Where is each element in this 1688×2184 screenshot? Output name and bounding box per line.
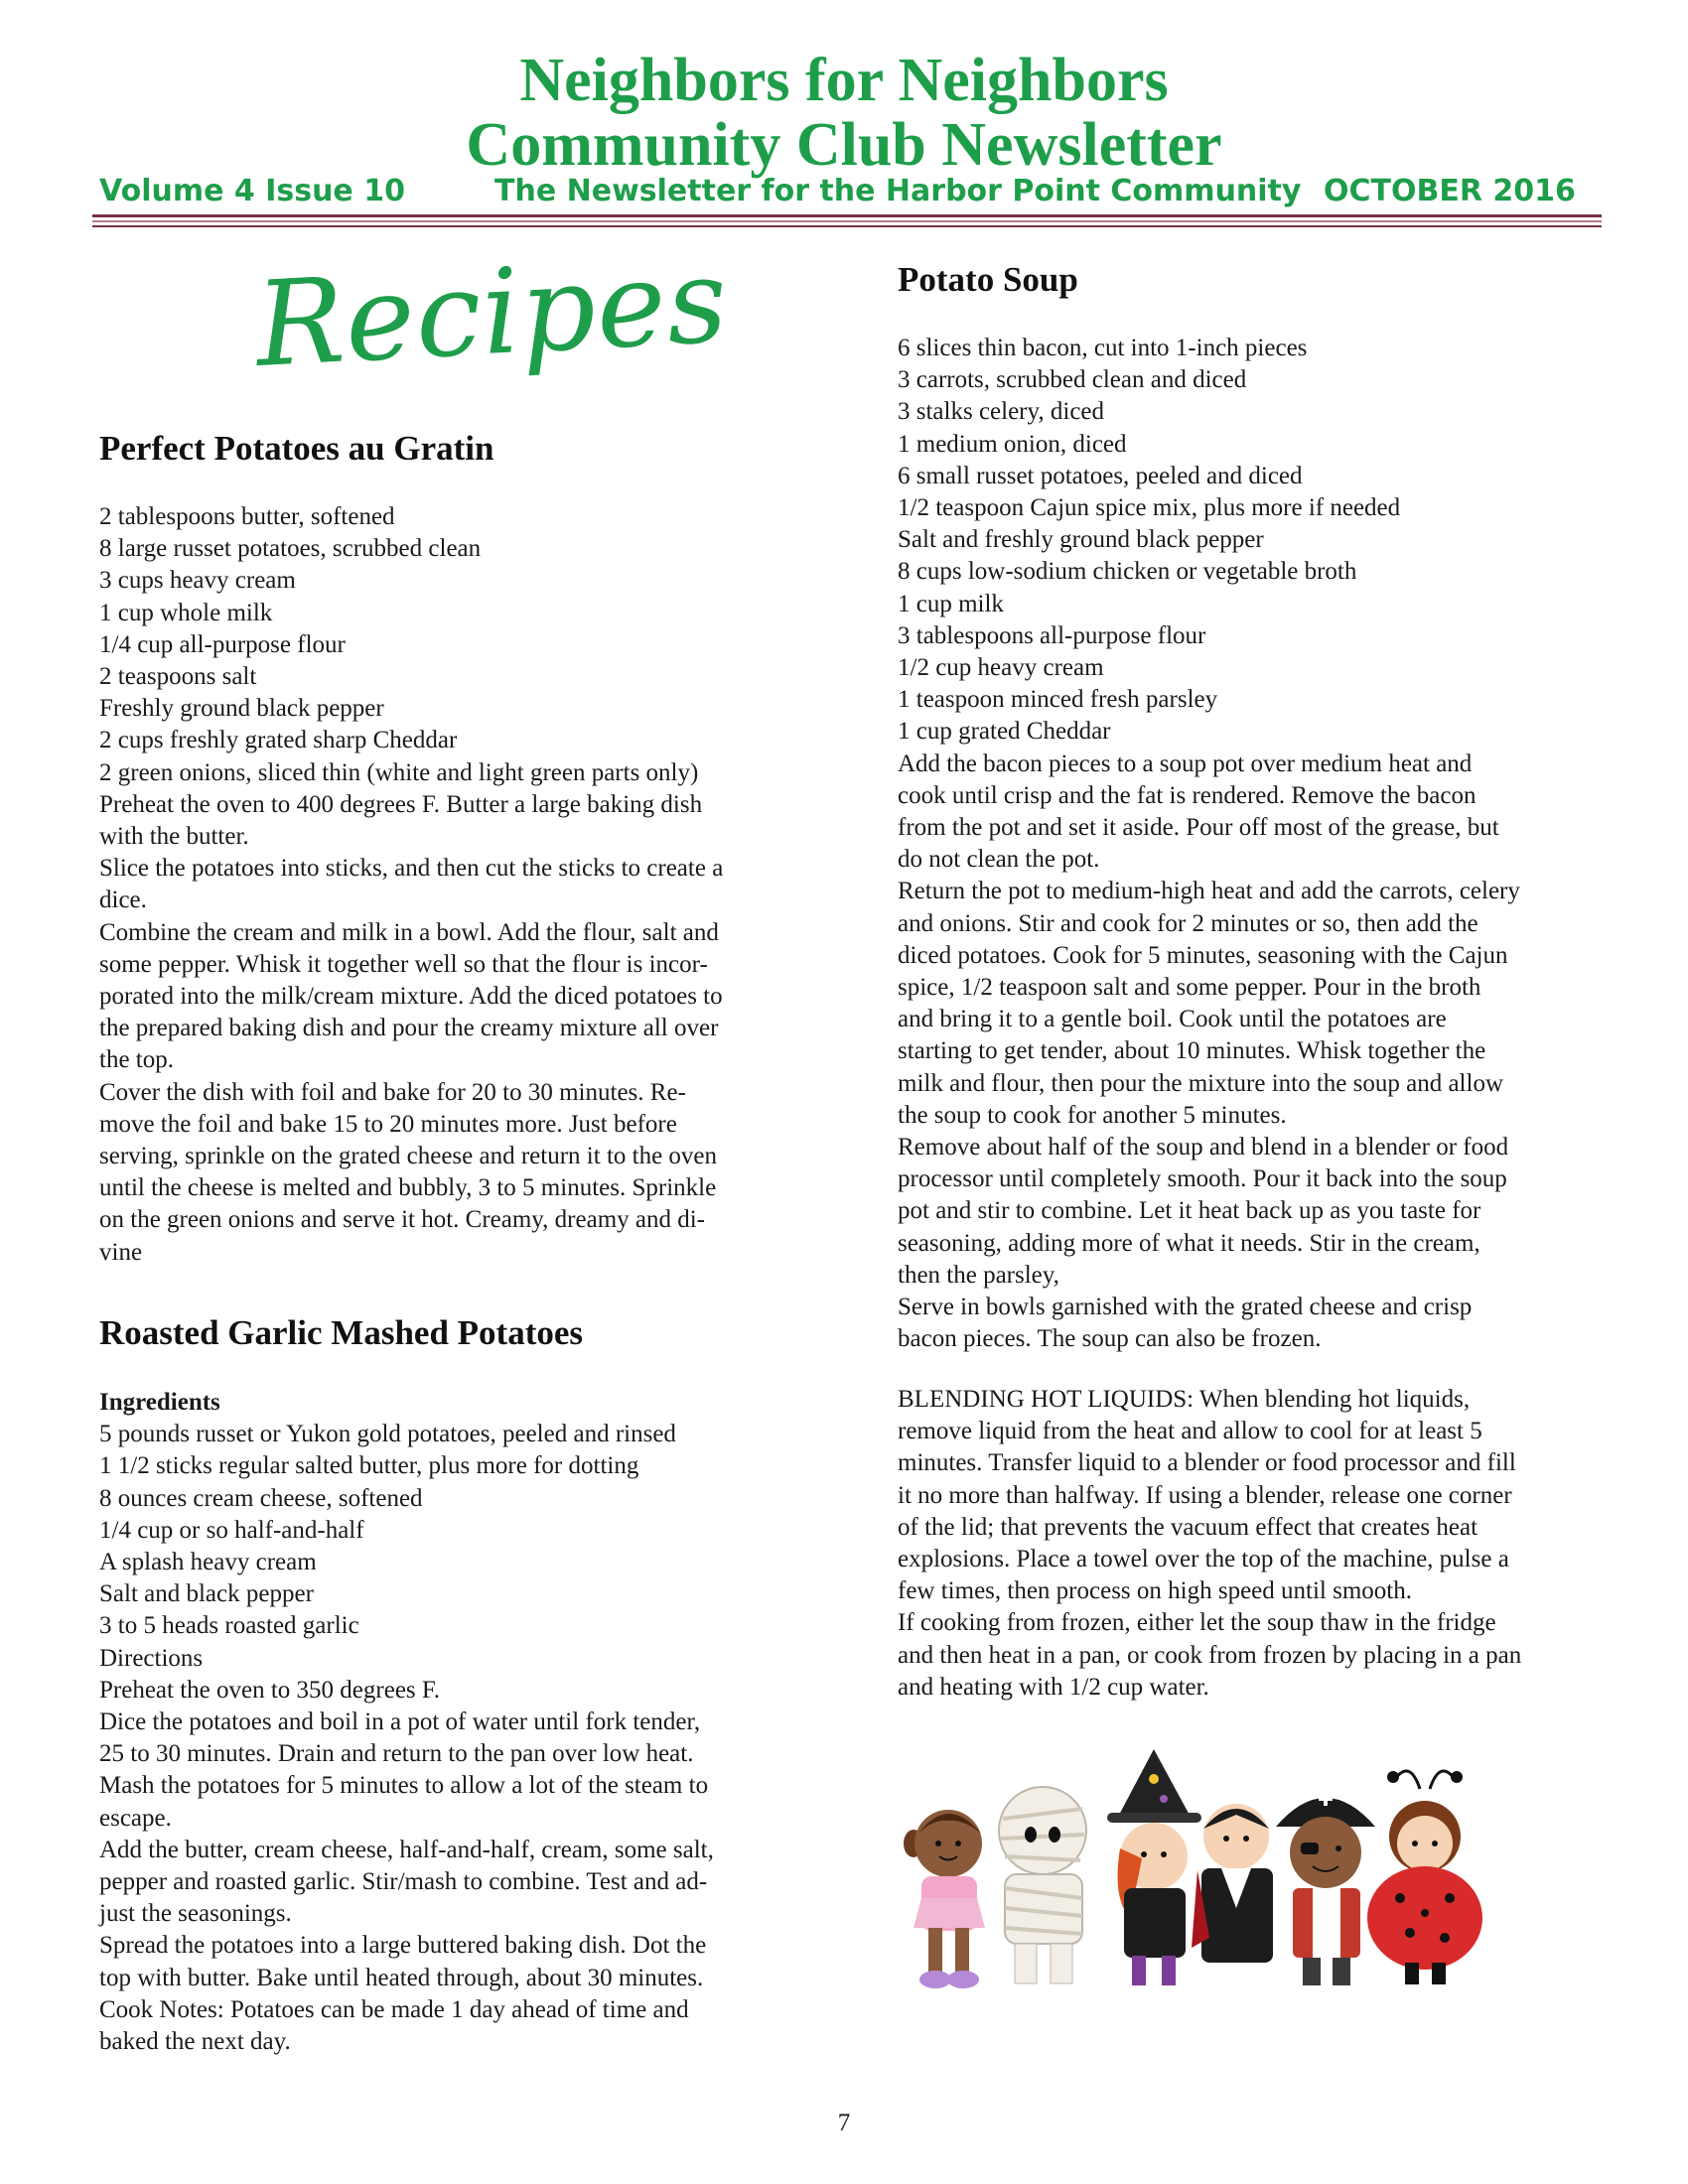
recipe-body-mashed-potatoes [99, 1387, 799, 2058]
text-line: minutes. Transfer liquid to a blender or food processor and fill [898, 1449, 1516, 1477]
text-line: A splash heavy cream [99, 1549, 317, 1576]
text-line: pot and stir to combine. Let it heat back up as you taste for [898, 1197, 1481, 1225]
blending-note [898, 1384, 1603, 1704]
text-line: Serve in bowls garnished with the grated cheese and crisp [898, 1294, 1473, 1321]
text-line: vine [99, 1238, 143, 1266]
text-line: Preheat the oven to 400 degrees F. Butter a large baking dish [99, 790, 703, 818]
text-line: 1 teaspoon minced fresh parsley [898, 686, 1218, 714]
text-line: 3 cups heavy cream [99, 567, 296, 595]
text-line: 1 cup grated Cheddar [898, 718, 1111, 746]
text-line: spice, 1/2 teaspoon salt and some pepper. Pour in the broth [898, 974, 1481, 1002]
text-line: from the pot and set it aside. Pour off most of the grease, but [898, 814, 1499, 842]
text-line: 8 ounces cream cheese, softened [99, 1484, 423, 1512]
text-line: 1 1/2 sticks regular salted butter, plus more for dotting [99, 1452, 639, 1480]
text-line: starting to get tender, about 10 minutes. Whisk together the [898, 1037, 1486, 1065]
text-line: then the parsley, [898, 1261, 1059, 1289]
text-line: diced potatoes. Cook for 5 minutes, seasoning with the Cajun [898, 941, 1508, 969]
halloween-kids-illustration [894, 1749, 1609, 1997]
newsletter-title-line2: Community Club Newsletter [466, 111, 1222, 179]
pirate-kid-figure [1276, 1792, 1375, 1985]
text-line: Combine the cream and milk in a bowl. Add the flour, salt and [99, 918, 719, 946]
text-line: bacon pieces. The soup can also be frozen. [898, 1325, 1322, 1353]
text-line: some pepper. Whisk it together well so that the flour is incor- [99, 950, 708, 978]
text-line: move the foil and bake 15 to 20 minutes more. Just before [99, 1110, 677, 1138]
text-line: 1 cup milk [898, 590, 1004, 617]
text-line: 3 stalks celery, diced [898, 398, 1105, 426]
text-line: the top. [99, 1046, 174, 1074]
text-line: Preheat the oven to 350 degrees F. [99, 1676, 441, 1704]
text-line: Cook Notes: Potatoes can be made 1 day ahead of time and [99, 1995, 689, 2023]
text-line: 2 green onions, sliced thin (white and light green parts only) [99, 758, 699, 786]
text-line: Add the butter, cream cheese, half-and-half, cream, some salt, [99, 1836, 714, 1863]
recipe-title-au-gratin: Perfect Potatoes au Gratin [99, 429, 494, 468]
text-line: 8 large russet potatoes, scrubbed clean [99, 535, 482, 563]
text-line: 3 to 5 heads roasted garlic [99, 1612, 359, 1640]
masthead-rule-bottom [92, 225, 1602, 227]
text-line: If cooking from frozen, either let the soup thaw in the fridge [898, 1609, 1496, 1637]
text-line: 6 small russet potatoes, peeled and diced [898, 462, 1303, 489]
text-line: milk and flour, then pour the mixture into the soup and allow [898, 1069, 1503, 1097]
text-line: 1 cup whole milk [99, 599, 273, 626]
text-line: Mash the potatoes for 5 minutes to allow a lot of the steam to [99, 1772, 709, 1800]
masthead-rule-middle [92, 220, 1602, 222]
ingredients-heading: Ingredients [99, 1389, 220, 1416]
text-line: top with butter. Bake until heated through, about 30 minutes. [99, 1964, 704, 1991]
text-line: it no more than halfway. If using a blender, release one corner [898, 1481, 1512, 1509]
text-line: Directions [99, 1644, 204, 1672]
text-line: and bring it to a gentle boil. Cook until the potatoes are [898, 1006, 1447, 1033]
text-line: just the seasonings. [99, 1900, 292, 1928]
text-line: baked the next day. [99, 2028, 291, 2056]
text-line: few times, then process on high speed until smooth. [898, 1577, 1412, 1605]
section-title: Recipes [252, 231, 732, 393]
text-line: Salt and black pepper [99, 1580, 314, 1608]
newsletter-title-line1: Neighbors for Neighbors [519, 47, 1169, 114]
text-line: porated into the milk/cream mixture. Add the diced potatoes to [99, 983, 723, 1011]
text-line: Remove about half of the soup and blend in a blender or food [898, 1134, 1509, 1161]
text-line: Return the pot to medium-high heat and add the carrots, celery [898, 878, 1520, 905]
text-line: cook until crisp and the fat is rendered. Remove the bacon [898, 781, 1477, 809]
text-line: Add the bacon pieces to a soup pot over medium heat and [898, 750, 1473, 777]
recipe-title-mashed-potatoes: Roasted Garlic Mashed Potatoes [99, 1313, 584, 1352]
text-line: and onions. Stir and cook for 2 minutes or so, then add the [898, 909, 1478, 937]
text-line: of the lid; that prevents the vacuum effect that creates heat [898, 1513, 1478, 1541]
issue-date: OCTOBER 2016 [1324, 174, 1576, 208]
ladybug-kid-figure [1367, 1771, 1482, 1984]
text-line: pepper and roasted garlic. Stir/mash to combine. Test and ad- [99, 1868, 708, 1896]
text-line: 25 to 30 minutes. Drain and return to the pan over low heat. [99, 1740, 694, 1768]
text-line: 6 slices thin bacon, cut into 1-inch pieces [898, 335, 1308, 361]
recipe-title-potato-soup: Potato Soup [898, 260, 1078, 299]
text-line: until the cheese is melted and bubbly, 3 to 5 minutes. Sprinkle [99, 1174, 717, 1202]
text-line: BLENDING HOT LIQUIDS: When blending hot liquids, [898, 1386, 1471, 1413]
volume-issue: Volume 4 Issue 10 [99, 174, 405, 208]
text-line: dice. [99, 887, 147, 914]
text-line: Spread the potatoes into a large buttered baking dish. Dot the [99, 1932, 707, 1960]
tagline: The Newsletter for the Harbor Point Community [494, 174, 1302, 208]
text-line: and then heat in a pan, or cook from frozen by placing in a pan [898, 1641, 1522, 1669]
text-line: processor until completely smooth. Pour it back into the soup [898, 1165, 1507, 1193]
text-line: remove liquid from the heat and allow to cool for at least 5 [898, 1418, 1482, 1445]
masthead-rule-top [92, 214, 1602, 217]
text-line: Freshly ground black pepper [99, 695, 384, 723]
text-line: 1/4 cup or so half-and-half [99, 1516, 364, 1544]
text-line: on the green onions and serve it hot. Creamy, dreamy and di- [99, 1206, 706, 1234]
text-line: 2 teaspoons salt [99, 663, 257, 691]
recipe-body-potato-soup [898, 333, 1603, 1356]
text-line: do not clean the pot. [898, 846, 1100, 874]
text-line: explosions. Place a towel over the top of the machine, pulse a [898, 1546, 1509, 1573]
mummy-kid-figure [999, 1787, 1086, 1983]
vampire-kid-figure [1192, 1804, 1273, 1963]
text-line: 3 carrots, scrubbed clean and diced [898, 366, 1247, 394]
text-line: the prepared baking dish and pour the creamy mixture all over [99, 1015, 719, 1042]
text-line: 1/4 cup all-purpose flour [99, 630, 346, 658]
text-line: the soup to cook for another 5 minutes. [898, 1101, 1287, 1129]
recipe-body-au-gratin [99, 501, 799, 1269]
text-line: 8 cups low-sodium chicken or vegetable broth [898, 558, 1357, 586]
text-line: Slice the potatoes into sticks, and then cut the sticks to create a [99, 855, 724, 883]
text-line: Salt and freshly ground black pepper [898, 526, 1264, 554]
text-line: 2 cups freshly grated sharp Cheddar [99, 727, 458, 754]
page-number: 7 [837, 2110, 851, 2136]
text-line: Dice the potatoes and boil in a pot of water until fork tender, [99, 1708, 701, 1736]
text-line: and heating with 1/2 cup water. [898, 1673, 1209, 1701]
witch-kid-figure [1107, 1749, 1201, 1985]
text-line: 2 tablespoons butter, softened [99, 503, 395, 530]
text-line: 1/2 teaspoon Cajun spice mix, plus more if needed [898, 494, 1401, 522]
fairy-kid-figure [904, 1810, 985, 1988]
text-line: serving, sprinkle on the grated cheese and return it to the oven [99, 1143, 718, 1170]
text-line: 5 pounds russet or Yukon gold potatoes, peeled and rinsed [99, 1421, 676, 1448]
text-line: 1/2 cup heavy cream [898, 654, 1104, 682]
text-line: 1 medium onion, diced [898, 430, 1127, 458]
text-line: escape. [99, 1804, 172, 1832]
text-line: Cover the dish with foil and bake for 20 to 30 minutes. Re- [99, 1078, 686, 1106]
text-line: with the butter. [99, 823, 249, 851]
text-line: 3 tablespoons all-purpose flour [898, 621, 1206, 649]
text-line: seasoning, adding more of what it needs. Stir in the cream, [898, 1229, 1480, 1257]
